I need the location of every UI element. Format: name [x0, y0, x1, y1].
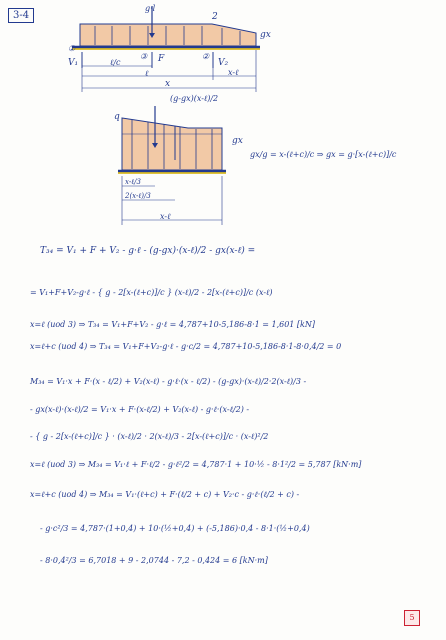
label-resultant: (g-gx)(x-ℓ)/2 [170, 94, 219, 103]
label-lc: ℓ/c [110, 58, 121, 67]
calc-line-10: - g·c²/3 = 4,787·(1+0,4) + 10·(½+0,4) + (-5,186)·0,4 - 8·1·(½+0,4) [40, 524, 310, 533]
ratio-formula: gx/g = x-(ℓ+c)/c ⇒ gx = g·[x-(ℓ+c)]/c [250, 150, 397, 159]
label-xl: x-ℓ [160, 212, 171, 221]
label-xl3: x-ℓ/3 [125, 178, 141, 186]
calc-line-11: - 8·0,4²/3 = 6,7018 + 9 - 2,0744 - 7,2 - 0,424 = 6 [kN·m] [40, 556, 268, 565]
calc-line-6: - gx(x-ℓ)·(x-ℓ)/2 = V₁·x + F·(x-ℓ/2) + V₂(x-ℓ) - g·ℓ·(x-ℓ/2) - [30, 405, 250, 414]
calc-line-5: M₃₄ = V₁·x + F·(x - ℓ/2) + V₂(x-ℓ) - g·ℓ·(x - ℓ/2) - (g-gx)·(x-ℓ)/2·2(x-ℓ)/3 - [30, 377, 307, 386]
calc-line-7: - { g - 2[x-(ℓ+c)]/c } · (x-ℓ)/2 · 2(x-ℓ)/3 - 2[x-(ℓ+c)]/c · (x-ℓ)²/2 [30, 432, 269, 441]
label-l: ℓ [145, 69, 149, 78]
label-x-minus-l: x-ℓ [228, 68, 239, 77]
label-2xl3: 2(x-ℓ)/3 [125, 192, 151, 200]
label-gx-2: gx [232, 136, 243, 146]
label-num2: 2 [212, 12, 218, 22]
label-gx: gx [260, 30, 271, 40]
label-q: q [114, 112, 120, 122]
label-v1: V₁ [68, 58, 79, 68]
label-v2: V₂ [218, 58, 229, 68]
section-load-area [122, 118, 222, 170]
label-x: x [165, 79, 171, 89]
problem-label: 3-4 [8, 8, 34, 23]
label-node1: ① [68, 44, 76, 53]
label-f: F [158, 54, 165, 64]
calc-line-8: x=ℓ (uod 3) ⇒ M₃₄ = V₁·ℓ + F·ℓ/2 - g·ℓ²/2 = 4,787·1 + 10·½ - 8·1²/2 = 5,787 [kN·m] [30, 460, 362, 469]
calc-line-9: x=ℓ+c (uod 4) ⇒ M₃₄ = V₁·(ℓ+c) + F·(ℓ/2 + c) + V₂·c - g·ℓ·(ℓ/2 + c) - [30, 490, 300, 499]
label-node2: ② [202, 52, 210, 61]
label-gl: g·l [145, 4, 156, 13]
label-node3: ③ [140, 52, 148, 61]
calc-line-2: = V₁+F+V₂-g·ℓ - { g - 2[x-(ℓ+c)]/c } (x-ℓ)/2 - 2[x-(ℓ+c)]/c (x-ℓ) [30, 288, 273, 297]
calc-line-3: x=ℓ (uod 3) ⇒ T₃₄ = V₁+F+V₂ - g·ℓ = 4,787+10-5,186-8·1 = 1,601 [kN] [30, 320, 316, 329]
beam-load-area [80, 24, 256, 46]
calc-line-1: T₃₄ = V₁ + F + V₂ - g·ℓ - (g-gx)·(x-ℓ)/2 - gx(x-ℓ) = [40, 246, 256, 256]
page-mark: 5 [404, 610, 420, 626]
calc-line-4: x=ℓ+c (uod 4) ⇒ T₃₄ = V₁+F+V₂-g·ℓ - g·c/2 = 4,787+10-5,186-8·1-8·0,4/2 = 0 [30, 342, 342, 351]
